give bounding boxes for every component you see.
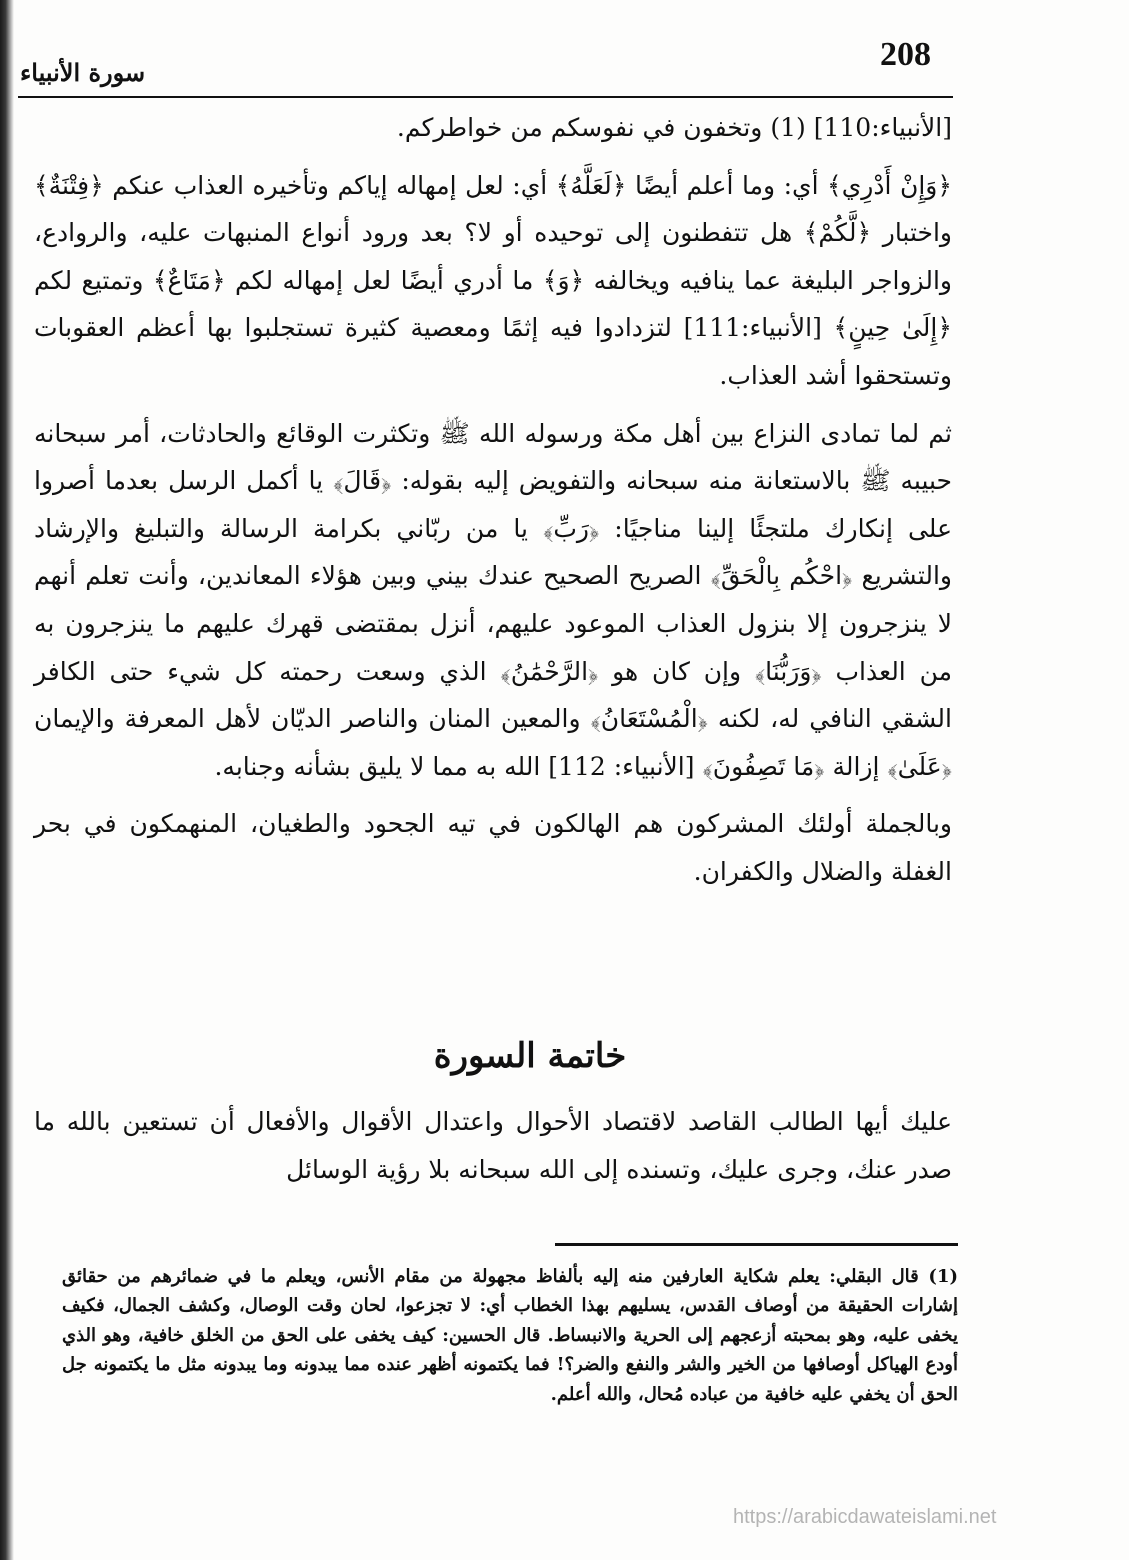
header-rule [18, 96, 953, 98]
paragraph: ثم لما تمادى النزاع بين أهل مكة ورسوله الله ﷺ وتكثرت الوقائع والحادثات، أمر سبحانه حبيبه ﷺ بالاستعانة منه سبحانه والتفويض إليه بقوله: ﴿قَالَ﴾ يا أكمل الرسل بعدما أصروا على إنكارك ملتجئًا إلينا مناجيًا: ﴿رَبِّ﴾ يا من ربّاني بكرامة الرسالة والتبليغ والإرشاد والتشريع ﴿احْكُم بِالْحَقِّ﴾ الصريح الصحيح عندك بيني وبين هؤلاء المعاندين، وأنت تعلم أنهم لا ينزجرون إلا بنزول العذاب الموعود عليهم، أنزل بمقتضى قهرك عليهم ما ينزجرون به من العذاب ﴿وَرَبُّنَا﴾ وإن كان هو ﴿الرَّحْمَٰنُ﴾ الذي وسعت رحمته كل شيء حتى الكافر الشقي النافي له، لكنه ﴿الْمُسْتَعَانُ﴾ والمعين المنان والناصر الديّان لأهل المعرفة والإيمان ﴿عَلَىٰ﴾ إزالة ﴿مَا تَصِفُونَ﴾ [الأنبياء: 112] الله به مما لا يليق بشأنه وجنابه. [34, 418, 952, 781]
paragraph: ﴿وَإِنْ أَدْرِي﴾ أي: وما أعلم أيضًا ﴿لَعَلَّهُ﴾ أي: لعل إمهاله إياكم وتأخيره العذاب عنكم ﴿فِتْنَةٌ﴾ واختبار ﴿لَّكُمْ﴾ هل تتفطنون إلى توحيده أو لا؟ بعد ورود أنواع المنبهات عليه، والروادع، والزواجر البليغة عما ينافيه ويخالفه ﴿وَ﴾ ما أدري أيضًا لعل إمهاله لكم ﴿مَتَاعٌ﴾ وتمتيع لكم ﴿إِلَىٰ حِينٍ﴾ [الأنبياء:111] لتزدادوا فيه إثمًا ومعصية كثيرة تستجلبوا بها أعظم العقوبات وتستحقوا أشد العذاب. [34, 170, 953, 390]
footnote-rule [555, 1243, 958, 1246]
watermark-url: https://arabicdawateislami.net [733, 1506, 997, 1528]
main-text [34, 104, 952, 906]
footnote: (1) قال البقلي: يعلم شكاية العارفين منه إليه بألفاظ مجهولة من مقام الأنس، ويعلم ما في ضمائرهم من حقائق إشارات الحقيقة من أوصاف القدس، يسليهم بهذا الخطاب أي: لا تجزعوا، لحان وقت الوصال، وكشف الجمال، فكيف يخفى عليه، وهو بمحبته أزعجهم إلى الحرية والانبساط. قال الحسين: كيف يخفى على الحق من الخلق خافية، وهو الذي أودع الهياكل أوصافها من الخير والشر والنفع والضر؟! فما يكتمونه أظهر عنده مما يبدونه وما يبدونه مثل ما يكتمونه جل الحق أن يخفي عليه خافية من عباده مُحال، والله أعلم. [62, 1266, 958, 1405]
section-heading: خاتمة السورة [433, 1036, 627, 1076]
closing-paragraph: عليك أيها الطالب القاصد لاقتصاد الأحوال واعتدال الأقوال والأفعال أن تستعين بالله ما صدر عنك، وجرى عليك، وتسنده إلى الله سبحانه بلا رؤية الوسائل [34, 1107, 952, 1184]
page-number: 208 [880, 36, 931, 73]
paragraph: [الأنبياء:110] (1) وتخفون في نفوسكم من خواطركم. [396, 113, 952, 142]
scan-shadow-edge [0, 0, 14, 1560]
paragraph: وبالجملة أولئك المشركون هم الهالكون في تيه الجحود والطغيان، المنهمكون في بحر الغفلة والضلال والكفران. [34, 809, 952, 886]
running-head-title: سورة الأنبياء [20, 58, 146, 87]
